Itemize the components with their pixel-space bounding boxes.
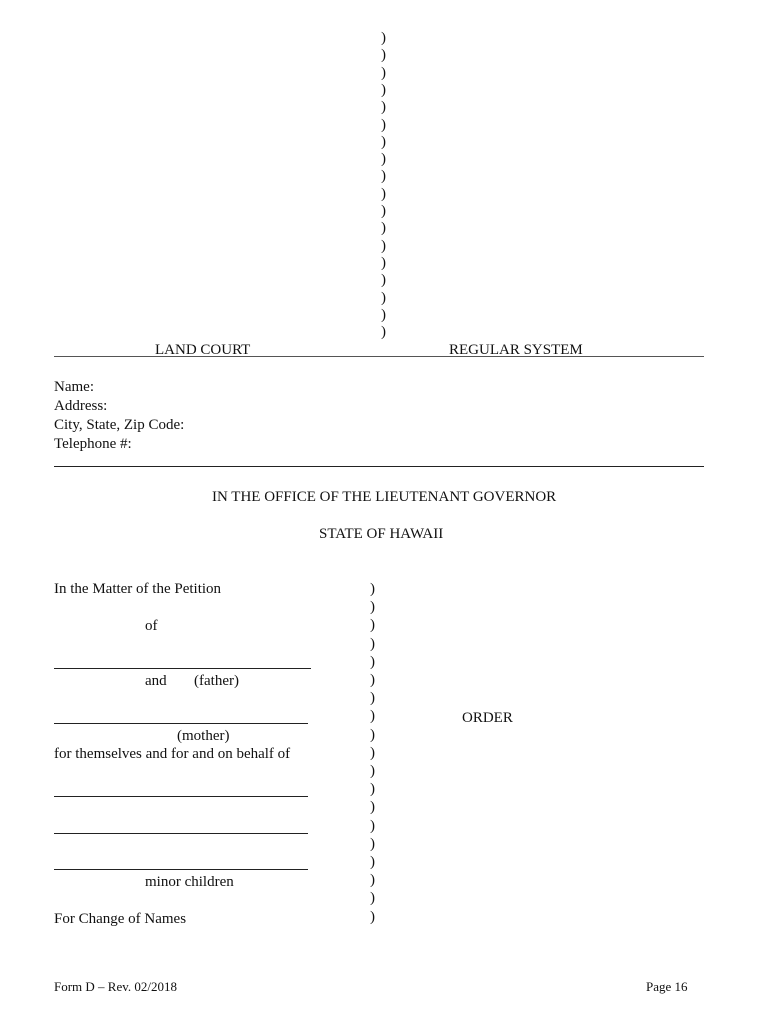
child-name-line-2 (54, 833, 308, 834)
name-label: Name: (54, 379, 94, 395)
petitioner-father-line (54, 668, 311, 669)
paren-mark: ) (370, 744, 375, 761)
paren-mark: ) (370, 672, 375, 688)
caption-matter: In the Matter of the Petition (54, 581, 222, 597)
regular-system-label: REGULAR SYSTEM (449, 342, 583, 358)
land-court-label: LAND COURT (155, 342, 251, 358)
paren-mark: ) (370, 617, 375, 634)
paren-mark: ) (370, 908, 375, 925)
paren-mark: ) (370, 890, 375, 907)
paren-mark: ) (381, 289, 386, 306)
paren-mark: ) (370, 581, 375, 597)
paren-mark: ) (381, 203, 386, 219)
paren-mark: ) (370, 635, 375, 652)
paren-mark: ) (381, 30, 386, 46)
address-label: Address: (54, 398, 108, 414)
form-id: Form D – Rev. 02/2018 (54, 979, 178, 994)
caption-father: (father) (194, 673, 239, 689)
state-heading: STATE OF HAWAII (319, 526, 444, 542)
office-heading: IN THE OFFICE OF THE LIEUTENANT GOVERNOR (212, 489, 557, 505)
child-name-line-1 (54, 796, 308, 797)
paren-mark: ) (381, 168, 386, 185)
paren-mark: ) (370, 817, 375, 834)
paren-mark: ) (370, 726, 375, 743)
paren-mark: ) (381, 151, 386, 168)
telephone-label: Telephone #: (54, 436, 132, 452)
caption-change-of-names: For Change of Names (54, 911, 187, 927)
paren-mark: ) (370, 854, 375, 870)
paren-mark: ) (370, 872, 375, 889)
paren-mark: ) (381, 306, 386, 323)
paren-mark: ) (370, 781, 375, 798)
caption-and: and (145, 673, 167, 689)
child-name-line-3 (54, 869, 308, 870)
city-state-zip-label: City, State, Zip Code: (54, 417, 185, 433)
paren-mark: ) (381, 47, 386, 64)
filer-divider (54, 466, 704, 467)
caption-minor-children: minor children (145, 874, 234, 890)
paren-mark: ) (370, 835, 375, 852)
page-number: Page 16 (646, 979, 688, 994)
paren-mark: ) (370, 599, 375, 616)
paren-mark: ) (381, 99, 386, 116)
paren-mark: ) (381, 254, 386, 271)
caption-mother: (mother) (177, 728, 230, 744)
document-title: ORDER (462, 710, 513, 726)
paren-mark: ) (381, 272, 386, 289)
paren-mark: ) (370, 763, 375, 779)
paren-mark: ) (381, 237, 386, 254)
paren-mark: ) (381, 185, 386, 202)
paren-mark: ) (370, 690, 375, 707)
paren-mark: ) (381, 324, 386, 341)
paren-mark: ) (381, 64, 386, 81)
paren-mark: ) (381, 133, 386, 150)
petitioner-mother-line (54, 723, 308, 724)
land-court-rule (54, 356, 704, 357)
paren-mark: ) (381, 220, 386, 237)
paren-mark: ) (381, 116, 386, 133)
paren-mark: ) (370, 799, 375, 816)
caption-behalf: for themselves and for and on behalf of (54, 746, 291, 762)
caption-of: of (145, 618, 158, 634)
paren-mark: ) (370, 708, 375, 725)
paren-mark: ) (370, 653, 375, 670)
paren-mark: ) (381, 81, 386, 98)
